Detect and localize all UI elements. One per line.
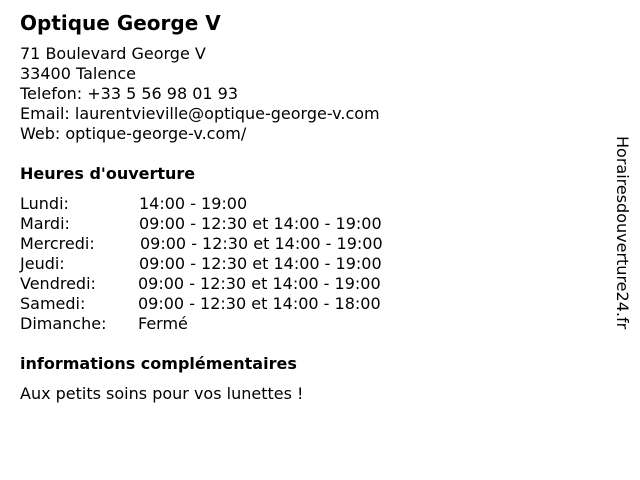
day-label: Lundi: (20, 194, 69, 213)
day-label: Jeudi: (20, 254, 65, 273)
shop-name: Optique George V (20, 11, 221, 35)
opening-hours-heading: Heures d'ouverture (20, 164, 196, 183)
day-hours: 09:00 - 12:30 et 14:00 - 19:00 (140, 234, 383, 253)
shop-contact-block (20, 44, 380, 144)
day-hours: 14:00 - 19:00 (139, 194, 248, 213)
site-watermark: Horairesdouverture24.fr (613, 136, 632, 330)
day-hours: 09:00 - 12:30 et 14:00 - 19:00 (139, 254, 382, 273)
day-label: Mercredi: (20, 234, 95, 253)
day-label: Mardi: (20, 214, 70, 233)
day-hours: Fermé (138, 314, 188, 333)
day-hours: 09:00 - 12:30 et 14:00 - 18:00 (138, 294, 381, 313)
day-hours: 09:00 - 12:30 et 14:00 - 19:00 (139, 214, 382, 233)
day-hours: 09:00 - 12:30 et 14:00 - 19:00 (138, 274, 381, 293)
address-city: 33400 Talence (20, 64, 136, 83)
website-link[interactable]: Web: optique-george-v.com/ (20, 124, 247, 143)
email-address[interactable]: Email: laurentvieville@optique-george-v.com (20, 104, 380, 123)
additional-info-heading: informations complémentaires (20, 354, 297, 373)
day-label: Vendredi: (20, 274, 96, 293)
address-street: 71 Boulevard George V (20, 44, 206, 63)
additional-info-text: Aux petits soins pour vos lunettes ! (20, 384, 304, 403)
phone-number[interactable]: Telefon: +33 5 56 98 01 93 (20, 84, 239, 103)
day-label: Dimanche: (20, 314, 107, 333)
day-label: Samedi: (20, 294, 86, 313)
